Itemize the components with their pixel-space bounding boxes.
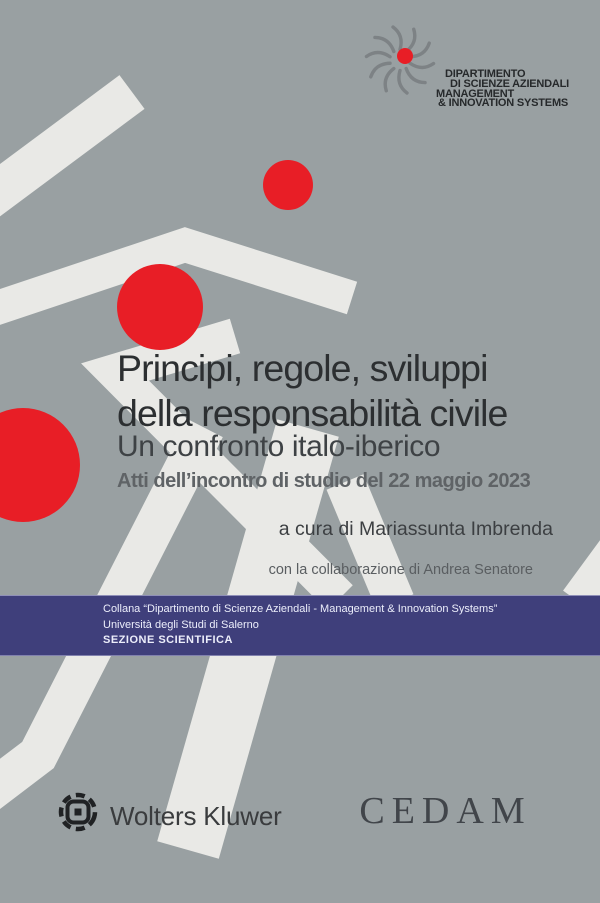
department-line: DIPARTIMENTO: [445, 68, 526, 80]
cedam-logotype: CEDAM: [359, 790, 532, 832]
red-circle-medium: [117, 264, 203, 350]
wolters-kluwer-logotype: Wolters Kluwer: [110, 801, 282, 831]
event-line: Atti dell’incontro di studio del 22 maggio 2023: [117, 470, 531, 492]
wolters-kluwer-icon: [58, 792, 98, 832]
department-swirl-icon: [366, 27, 433, 93]
department-line: & INNOVATION SYSTEMS: [438, 97, 569, 110]
diagonal-bar-mid: [345, 482, 395, 602]
series-band-line3: SEZIONE SCIENTIFICA: [103, 634, 233, 646]
collaboration-line: con la collaborazione di Andrea Senatore: [268, 562, 533, 578]
book-title: [117, 346, 587, 436]
book-title-line1: Principi, regole, sviluppi: [117, 347, 488, 389]
book-title-line2: della responsabilità civile: [117, 392, 508, 434]
swirl-center-red-dot: [397, 48, 413, 64]
series-band-line2: Università degli Studi di Salerno: [103, 618, 259, 631]
diagonal-bar-right-edge: [580, 528, 600, 603]
series-band: [0, 595, 600, 656]
red-circle-large: [0, 408, 80, 522]
book-subtitle: Un confronto italo-iberico: [117, 430, 441, 463]
editor-line: a cura di Mariassunta Imbrenda: [278, 518, 553, 540]
department-logo-text: [435, 70, 595, 109]
series-band-line1: Collana “Dipartimento di Scienze Aziendali - Management & Innovation Systems”: [103, 603, 498, 615]
red-circle-small: [263, 160, 313, 210]
diagonal-bar-top-left: [0, 92, 132, 220]
department-line: MANAGEMENT: [436, 87, 515, 100]
department-line: DI SCIENZE AZIENDALI: [450, 77, 570, 90]
